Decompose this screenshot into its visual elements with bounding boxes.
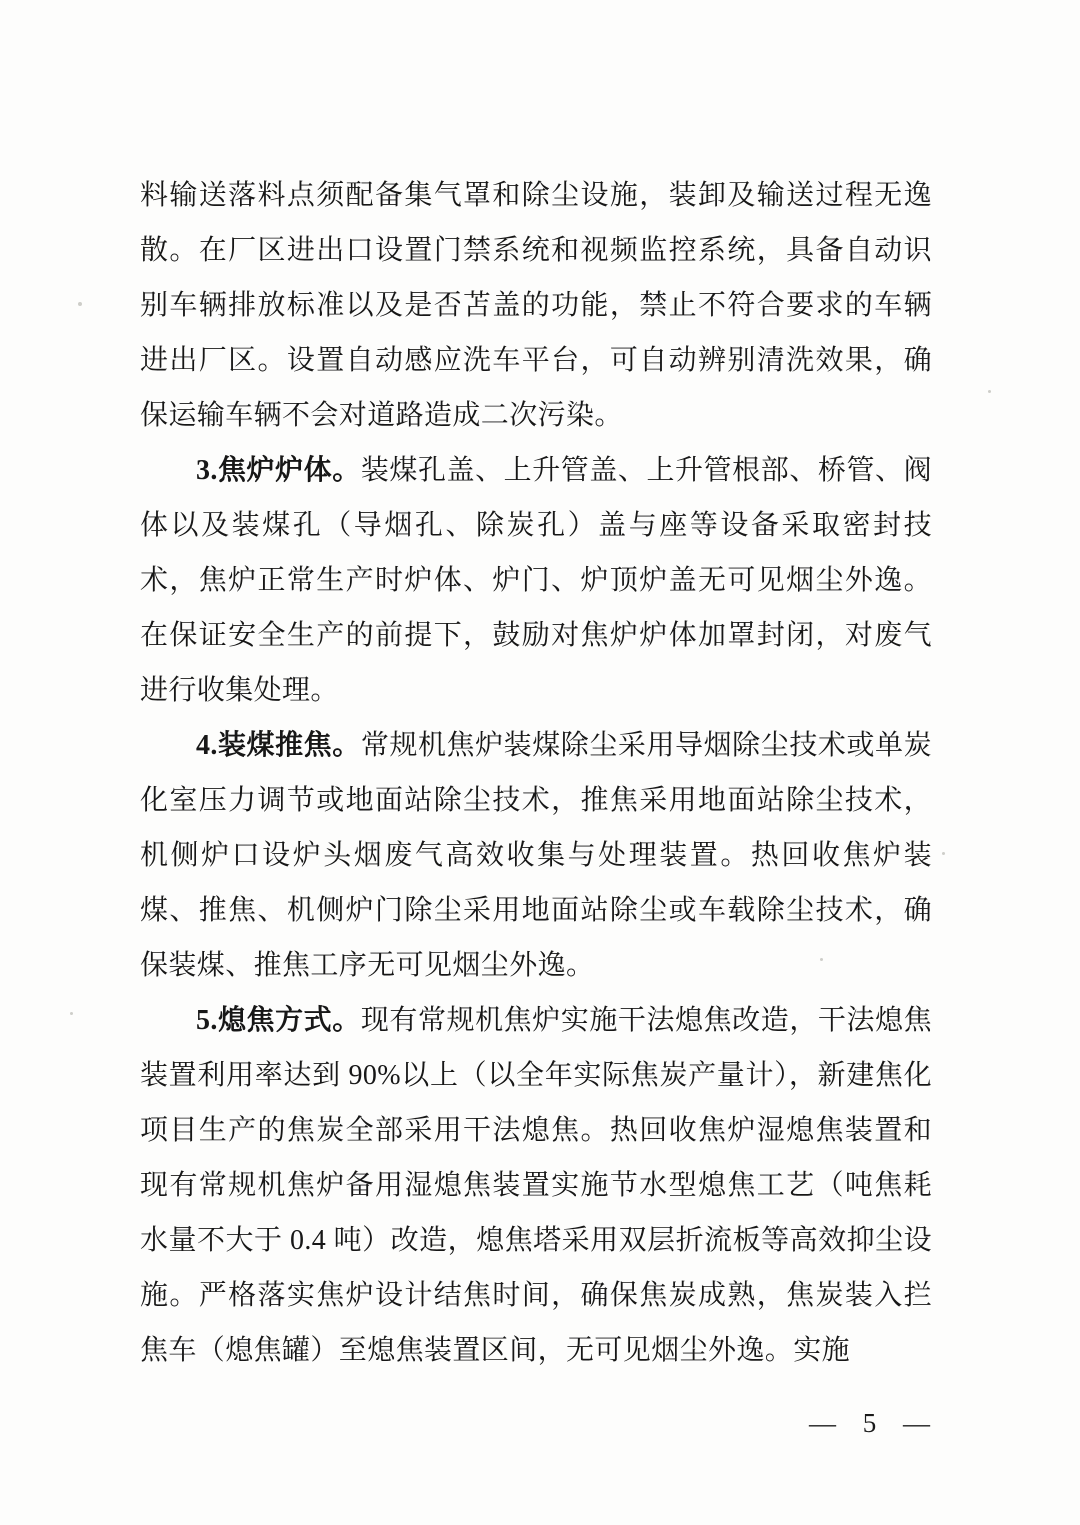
scan-speck <box>942 852 945 855</box>
paragraph-lead: 5.熄焦方式。 <box>196 1005 361 1036</box>
page-number: — 5 — <box>809 1408 932 1438</box>
paragraph-item-5 <box>140 993 932 1378</box>
paragraph-text: 装煤孔盖、上升管盖、上升管根部、桥管、阀体以及装煤孔（导烟孔、除炭孔）盖与座等设备采取密封技术，焦炉正常生产时炉体、炉门、炉顶炉盖无可见烟尘外逸。在保证安全生产的前提下，鼓励对焦炉炉体加罩封闭，对废气进行收集处理。 <box>140 455 932 706</box>
scan-speck <box>78 302 82 306</box>
paragraph-text: 常规机焦炉装煤除尘采用导烟除尘技术或单炭化室压力调节或地面站除尘技术，推焦采用地面站除尘技术，机侧炉口设炉头烟废气高效收集与处理装置。热回收焦炉装煤、推焦、机侧炉门除尘采用地面站除尘或车载除尘技术，确保装煤、推焦工序无可见烟尘外逸。 <box>140 730 932 981</box>
paragraph-text: 料输送落料点须配备集气罩和除尘设施，装卸及输送过程无逸散。在厂区进出口设置门禁系统和视频监控系统，具备自动识别车辆排放标准以及是否苫盖的功能，禁止不符合要求的车辆进出厂区。设置自动感应洗车平台，可自动辨别清洗效果，确保运输车辆不会对道路造成二次污染。 <box>140 180 932 431</box>
paragraph-text: 现有常规机焦炉实施干法熄焦改造，干法熄焦装置利用率达到 90%以上（以全年实际焦炭产量计），新建焦化项目生产的焦炭全部采用干法熄焦。热回收焦炉湿熄焦装置和现有常规机焦炉备用湿熄焦装置实施节水型熄焦工艺（吨焦耗水量不大于 0.4 吨）改造，熄焦塔采用双层折流板等高效抑尘设施。严格落实焦炉设计结焦时间，确保焦炭成熟，焦炭装入拦焦车（熄焦罐）至熄焦装置区间，无可见烟尘外逸。实施 <box>140 1005 932 1366</box>
document-body <box>140 168 932 1378</box>
paragraph-lead: 4.装煤推焦。 <box>196 730 361 761</box>
page-footer <box>809 1408 932 1439</box>
paragraph-item-3 <box>140 443 932 718</box>
scan-speck <box>70 1012 73 1015</box>
scan-speck <box>988 390 991 393</box>
paragraph-item-4 <box>140 718 932 993</box>
paragraph-continuation <box>140 168 932 443</box>
paragraph-lead: 3.焦炉炉体。 <box>196 455 361 486</box>
